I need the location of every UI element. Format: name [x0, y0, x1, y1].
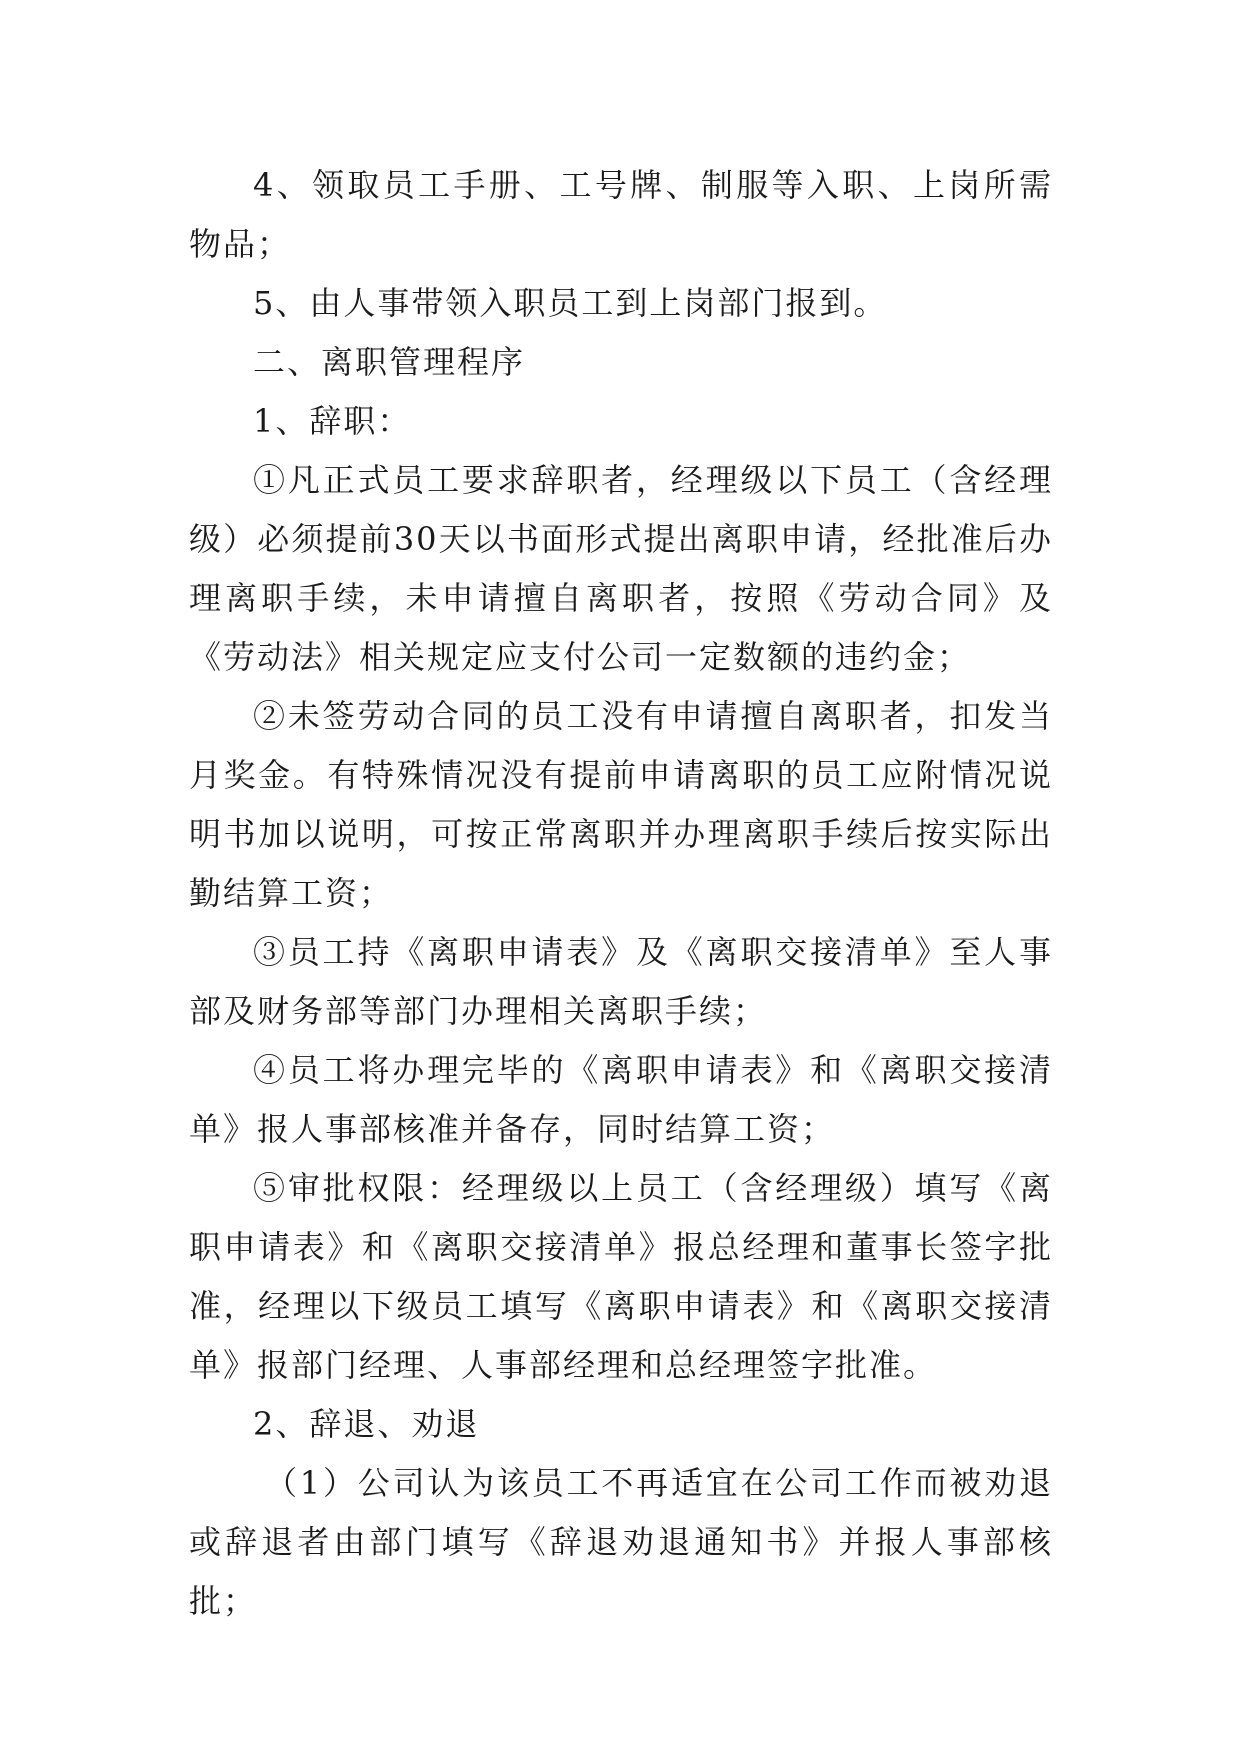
clause-5: ⑤审批权限：经理级以上员工（含经理级）填写《离职申请表》和《离职交接清单》报总经理和董事长签字批准，经理以下级员工填写《离职申请表》和《离职交接清单》报部门经理、人事部经理和总经理签字批准。	[189, 1169, 1053, 1384]
subsection-heading-resignation: 1、辞职：	[253, 402, 412, 440]
list-item-4: 4、领取员工手册、工号牌、制服等入职、上岗所需物品；	[189, 166, 1053, 263]
list-item-5: 5、由人事带领入职员工到上岗部门报到。	[253, 284, 888, 322]
clause-1: ①凡正式员工要求辞职者，经理级以下员工（含经理级）必须提前30天以书面形式提出离职申请，经批准后办理离职手续，未申请擅自离职者，按照《劳动合同》及《劳动法》相关规定应支付公司一定数额的违约金；	[189, 461, 1053, 676]
document-body	[189, 156, 1053, 1631]
clause-4: ④员工将办理完毕的《离职申请表》和《离职交接清单》报人事部核准并备存，同时结算工资；	[189, 1051, 1053, 1148]
subsection-heading-dismissal: 2、辞退、劝退	[253, 1405, 480, 1443]
clause-2: ②未签劳动合同的员工没有申请擅自离职者，扣发当月奖金。有特殊情况没有提前申请离职的员工应附情况说明书加以说明，可按正常离职并办理离职手续后按实际出勤结算工资；	[189, 697, 1053, 912]
clause-3: ③员工持《离职申请表》及《离职交接清单》至人事部及财务部等部门办理相关离职手续；	[189, 933, 1053, 1030]
section-heading-resignation-management: 二、离职管理程序	[253, 343, 526, 381]
dismissal-clause-1: （1）公司认为该员工不再适宜在公司工作而被劝退或辞退者由部门填写《辞退劝退通知书》并报人事部核批；	[189, 1464, 1053, 1620]
